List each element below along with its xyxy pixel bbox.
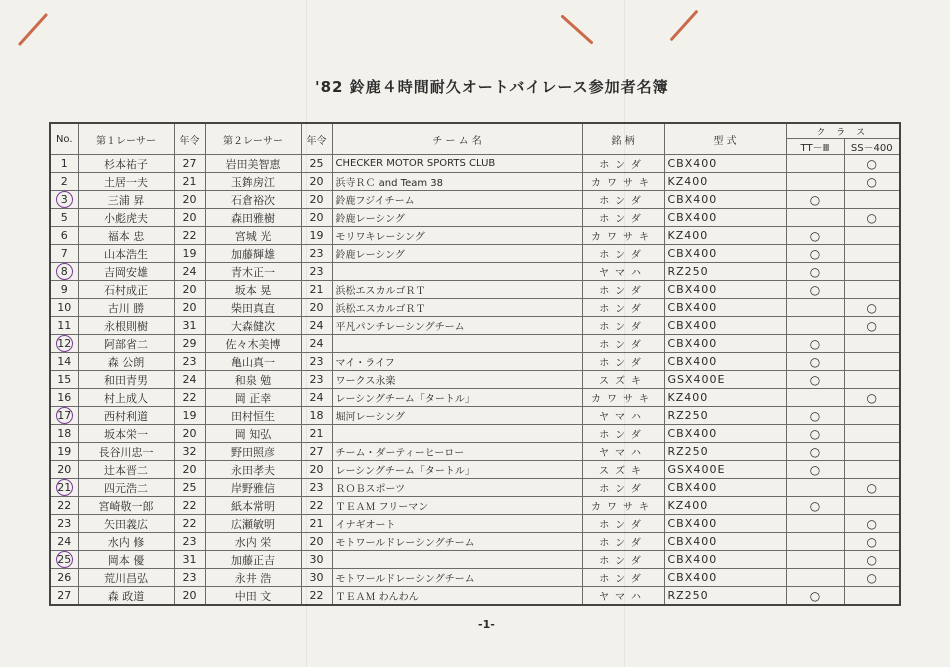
class-ss-mark xyxy=(844,263,900,281)
class-ss-mark xyxy=(844,443,900,461)
class-tt-mark xyxy=(786,173,844,191)
rider1-age: 20 xyxy=(174,191,205,209)
row-number: 15 xyxy=(50,371,78,389)
model-name: CBX400 xyxy=(664,245,786,263)
class-tt-mark: ○ xyxy=(786,425,844,443)
header-team: チ ー ム 名 xyxy=(332,123,582,155)
class-ss-mark xyxy=(844,407,900,425)
rider1-name: 永根則樹 xyxy=(78,317,174,335)
class-ss-mark xyxy=(844,497,900,515)
header-model: 型 式 xyxy=(664,123,786,155)
model-name: CBX400 xyxy=(664,425,786,443)
table-row xyxy=(50,335,900,353)
ink-mark xyxy=(560,14,593,44)
class-tt-mark: ○ xyxy=(786,353,844,371)
rider2-age: 23 xyxy=(301,263,332,281)
rider2-age: 20 xyxy=(301,191,332,209)
rider1-name: 宮崎敬一郎 xyxy=(78,497,174,515)
rider1-name: 村上成人 xyxy=(78,389,174,407)
row-number: 7 xyxy=(50,245,78,263)
rider2-age: 24 xyxy=(301,389,332,407)
rider1-age: 20 xyxy=(174,587,205,606)
class-ss-mark xyxy=(844,227,900,245)
rider2-name: 亀山真一 xyxy=(205,353,301,371)
team-name: レーシングチーム「タートル」 xyxy=(332,389,582,407)
row-number: 25 xyxy=(50,551,78,569)
team-name: 鈴鹿レーシング xyxy=(332,209,582,227)
maker-name: ホンダ xyxy=(582,317,664,335)
rider1-age: 22 xyxy=(174,497,205,515)
class-tt-mark: ○ xyxy=(786,281,844,299)
maker-name: ホンダ xyxy=(582,551,664,569)
class-tt-mark xyxy=(786,209,844,227)
rider2-age: 20 xyxy=(301,461,332,479)
rider2-age: 30 xyxy=(301,569,332,587)
maker-name: ホンダ xyxy=(582,281,664,299)
class-ss-mark: ○ xyxy=(844,155,900,173)
rider2-name: 野田照彦 xyxy=(205,443,301,461)
rider1-age: 20 xyxy=(174,281,205,299)
rider2-age: 23 xyxy=(301,371,332,389)
table-row xyxy=(50,209,900,227)
header-class-tt: TT－Ⅲ xyxy=(786,139,844,155)
class-tt-mark: ○ xyxy=(786,497,844,515)
participant-table xyxy=(49,122,901,606)
maker-name: ホンダ xyxy=(582,515,664,533)
rider1-name: 吉岡安雄 xyxy=(78,263,174,281)
team-name: CHECKER MOTOR SPORTS CLUB xyxy=(332,155,582,173)
class-tt-mark: ○ xyxy=(786,245,844,263)
team-name: 浜松エスカルゴＲＴ xyxy=(332,299,582,317)
class-tt-mark: ○ xyxy=(786,443,844,461)
class-tt-mark xyxy=(786,317,844,335)
rider1-name: 阿部省二 xyxy=(78,335,174,353)
rider2-age: 20 xyxy=(301,209,332,227)
row-number: 17 xyxy=(50,407,78,425)
table-row xyxy=(50,443,900,461)
model-name: CBX400 xyxy=(664,317,786,335)
maker-name: ホンダ xyxy=(582,155,664,173)
rider1-name: 杉本祐子 xyxy=(78,155,174,173)
rider2-age: 24 xyxy=(301,317,332,335)
row-number: 20 xyxy=(50,461,78,479)
table-row xyxy=(50,353,900,371)
team-name: マイ・ライフ xyxy=(332,353,582,371)
table-row xyxy=(50,425,900,443)
rider2-age: 24 xyxy=(301,335,332,353)
model-name: CBX400 xyxy=(664,479,786,497)
maker-name: ホンダ xyxy=(582,533,664,551)
team-name: モリワキレーシング xyxy=(332,227,582,245)
rider1-name: 長谷川忠一 xyxy=(78,443,174,461)
row-number: 10 xyxy=(50,299,78,317)
row-number: 26 xyxy=(50,569,78,587)
rider1-name: 岡本 優 xyxy=(78,551,174,569)
row-number: 6 xyxy=(50,227,78,245)
rider1-name: 古川 勝 xyxy=(78,299,174,317)
table-row xyxy=(50,299,900,317)
class-ss-mark: ○ xyxy=(844,299,900,317)
rider2-name: 佐々木美博 xyxy=(205,335,301,353)
row-number: 27 xyxy=(50,587,78,606)
model-name: GSX400E xyxy=(664,461,786,479)
rider1-age: 32 xyxy=(174,443,205,461)
team-name xyxy=(332,335,582,353)
row-number: 24 xyxy=(50,533,78,551)
class-ss-mark xyxy=(844,281,900,299)
rider2-name: 坂本 晃 xyxy=(205,281,301,299)
table-row xyxy=(50,227,900,245)
rider1-name: 荒川昌弘 xyxy=(78,569,174,587)
rider1-name: 森 政道 xyxy=(78,587,174,606)
rider2-name: 紙本常明 xyxy=(205,497,301,515)
team-name: 鈴鹿レーシング xyxy=(332,245,582,263)
row-number: 9 xyxy=(50,281,78,299)
rider1-age: 22 xyxy=(174,227,205,245)
class-tt-mark: ○ xyxy=(786,407,844,425)
rider1-age: 24 xyxy=(174,263,205,281)
rider2-age: 20 xyxy=(301,299,332,317)
model-name: CBX400 xyxy=(664,515,786,533)
team-name: 浜寺ＲＣ and Team 38 xyxy=(332,173,582,191)
rider2-name: 石倉裕次 xyxy=(205,191,301,209)
class-ss-mark: ○ xyxy=(844,569,900,587)
class-tt-mark xyxy=(786,479,844,497)
row-number: 3 xyxy=(50,191,78,209)
class-ss-mark: ○ xyxy=(844,479,900,497)
rider1-age: 23 xyxy=(174,353,205,371)
rider2-name: 加藤輝雄 xyxy=(205,245,301,263)
rider2-name: 永田孝夫 xyxy=(205,461,301,479)
row-number: 14 xyxy=(50,353,78,371)
rider2-age: 23 xyxy=(301,353,332,371)
maker-name: ヤマハ xyxy=(582,443,664,461)
row-number: 22 xyxy=(50,497,78,515)
class-ss-mark: ○ xyxy=(844,533,900,551)
rider2-name: 岡 知弘 xyxy=(205,425,301,443)
row-number: 23 xyxy=(50,515,78,533)
class-tt-mark xyxy=(786,389,844,407)
rider1-age: 25 xyxy=(174,479,205,497)
row-number: 21 xyxy=(50,479,78,497)
model-name: KZ400 xyxy=(664,173,786,191)
team-name: ワークス永楽 xyxy=(332,371,582,389)
ink-mark xyxy=(18,13,48,46)
table-row xyxy=(50,587,900,606)
rider2-name: 岸野雅信 xyxy=(205,479,301,497)
table-row xyxy=(50,371,900,389)
model-name: CBX400 xyxy=(664,155,786,173)
page-number: -1- xyxy=(478,618,495,631)
rider1-name: 辻本晋二 xyxy=(78,461,174,479)
rider1-age: 20 xyxy=(174,461,205,479)
rider1-age: 29 xyxy=(174,335,205,353)
rider1-name: 水内 修 xyxy=(78,533,174,551)
table-row xyxy=(50,569,900,587)
maker-name: ヤマハ xyxy=(582,587,664,606)
header-rider2: 第２レーサー xyxy=(205,123,301,155)
rider2-name: 玉鉾房江 xyxy=(205,173,301,191)
maker-name: ホンダ xyxy=(582,191,664,209)
ink-mark xyxy=(670,10,699,42)
model-name: KZ400 xyxy=(664,497,786,515)
rider2-name: 田村恒生 xyxy=(205,407,301,425)
team-name xyxy=(332,551,582,569)
class-tt-mark xyxy=(786,155,844,173)
model-name: CBX400 xyxy=(664,281,786,299)
maker-name: ホンダ xyxy=(582,299,664,317)
table-row xyxy=(50,407,900,425)
header-class: ク ラ ス xyxy=(786,123,900,139)
class-tt-mark xyxy=(786,299,844,317)
class-ss-mark xyxy=(844,587,900,606)
table-row xyxy=(50,263,900,281)
row-number: 16 xyxy=(50,389,78,407)
model-name: GSX400E xyxy=(664,371,786,389)
class-ss-mark: ○ xyxy=(844,515,900,533)
class-tt-mark: ○ xyxy=(786,461,844,479)
rider1-name: 坂本栄一 xyxy=(78,425,174,443)
model-name: RZ250 xyxy=(664,407,786,425)
team-name xyxy=(332,425,582,443)
model-name: CBX400 xyxy=(664,551,786,569)
maker-name: カワサキ xyxy=(582,497,664,515)
model-name: CBX400 xyxy=(664,191,786,209)
model-name: CBX400 xyxy=(664,533,786,551)
maker-name: ホンダ xyxy=(582,335,664,353)
rider1-name: 四元浩二 xyxy=(78,479,174,497)
model-name: CBX400 xyxy=(664,335,786,353)
rider1-name: 小彪虎夫 xyxy=(78,209,174,227)
rider1-name: 石村成正 xyxy=(78,281,174,299)
team-name: 浜松エスカルゴＲＴ xyxy=(332,281,582,299)
maker-name: スズキ xyxy=(582,371,664,389)
rider2-age: 18 xyxy=(301,407,332,425)
team-name: 堀河レーシング xyxy=(332,407,582,425)
rider1-age: 27 xyxy=(174,155,205,173)
rider1-age: 20 xyxy=(174,209,205,227)
table-header xyxy=(50,123,900,155)
maker-name: ホンダ xyxy=(582,569,664,587)
rider2-name: 岡 正幸 xyxy=(205,389,301,407)
rider2-age: 20 xyxy=(301,533,332,551)
team-name: 平凡パンチレーシングチーム xyxy=(332,317,582,335)
model-name: RZ250 xyxy=(664,587,786,606)
rider2-age: 21 xyxy=(301,281,332,299)
maker-name: ホンダ xyxy=(582,245,664,263)
table-row xyxy=(50,245,900,263)
team-name xyxy=(332,263,582,281)
rider1-age: 20 xyxy=(174,299,205,317)
maker-name: ヤマハ xyxy=(582,263,664,281)
maker-name: ホンダ xyxy=(582,425,664,443)
rider1-name: 西村利道 xyxy=(78,407,174,425)
rider1-name: 土居一夫 xyxy=(78,173,174,191)
rider1-name: 山本浩生 xyxy=(78,245,174,263)
class-tt-mark: ○ xyxy=(786,587,844,606)
class-ss-mark: ○ xyxy=(844,551,900,569)
class-ss-mark xyxy=(844,425,900,443)
rider1-name: 森 公朗 xyxy=(78,353,174,371)
model-name: CBX400 xyxy=(664,209,786,227)
rider1-age: 20 xyxy=(174,425,205,443)
class-ss-mark: ○ xyxy=(844,389,900,407)
team-name: イナギオート xyxy=(332,515,582,533)
table-row xyxy=(50,533,900,551)
team-name: チーム・ダーティーヒーロー xyxy=(332,443,582,461)
class-tt-mark: ○ xyxy=(786,371,844,389)
rider1-age: 19 xyxy=(174,245,205,263)
class-tt-mark xyxy=(786,515,844,533)
rider2-name: 大森健次 xyxy=(205,317,301,335)
maker-name: カワサキ xyxy=(582,227,664,245)
rider2-name: 和泉 勉 xyxy=(205,371,301,389)
rider1-name: 和田青男 xyxy=(78,371,174,389)
rider2-name: 中田 文 xyxy=(205,587,301,606)
model-name: CBX400 xyxy=(664,569,786,587)
class-ss-mark xyxy=(844,461,900,479)
class-ss-mark: ○ xyxy=(844,317,900,335)
table-row xyxy=(50,497,900,515)
rider2-name: 水内 栄 xyxy=(205,533,301,551)
maker-name: スズキ xyxy=(582,461,664,479)
class-tt-mark xyxy=(786,533,844,551)
rider2-age: 30 xyxy=(301,551,332,569)
class-ss-mark xyxy=(844,353,900,371)
rider2-name: 岩田美智恵 xyxy=(205,155,301,173)
team-name: ＲＯＢスポーツ xyxy=(332,479,582,497)
rider2-age: 20 xyxy=(301,173,332,191)
class-tt-mark: ○ xyxy=(786,227,844,245)
rider1-name: 福本 忠 xyxy=(78,227,174,245)
row-number: 2 xyxy=(50,173,78,191)
team-name: レーシングチーム「タートル」 xyxy=(332,461,582,479)
rider2-age: 23 xyxy=(301,245,332,263)
model-name: CBX400 xyxy=(664,353,786,371)
row-number: 19 xyxy=(50,443,78,461)
table-row xyxy=(50,155,900,173)
rider2-age: 25 xyxy=(301,155,332,173)
header-age2: 年令 xyxy=(301,123,332,155)
rider1-age: 31 xyxy=(174,317,205,335)
table-row xyxy=(50,317,900,335)
maker-name: ホンダ xyxy=(582,479,664,497)
rider1-name: 矢田義広 xyxy=(78,515,174,533)
rider1-age: 23 xyxy=(174,533,205,551)
rider2-name: 永井 浩 xyxy=(205,569,301,587)
rider2-age: 23 xyxy=(301,479,332,497)
rider2-age: 21 xyxy=(301,425,332,443)
table-row xyxy=(50,173,900,191)
rider2-name: 青木正一 xyxy=(205,263,301,281)
maker-name: カワサキ xyxy=(582,389,664,407)
table-row xyxy=(50,479,900,497)
table-row xyxy=(50,551,900,569)
model-name: RZ250 xyxy=(664,443,786,461)
team-name: ＴＥＡＭ わんわん xyxy=(332,587,582,606)
rider2-age: 27 xyxy=(301,443,332,461)
team-name: モトワールドレーシングチーム xyxy=(332,533,582,551)
class-tt-mark: ○ xyxy=(786,191,844,209)
rider2-age: 21 xyxy=(301,515,332,533)
rider2-age: 22 xyxy=(301,587,332,606)
header-no: No. xyxy=(50,123,78,155)
rider1-name: 三浦 昇 xyxy=(78,191,174,209)
rider2-age: 19 xyxy=(301,227,332,245)
rider1-age: 21 xyxy=(174,173,205,191)
model-name: CBX400 xyxy=(664,299,786,317)
team-name: ＴＥＡＭ フリーマン xyxy=(332,497,582,515)
row-number: 5 xyxy=(50,209,78,227)
maker-name: ホンダ xyxy=(582,209,664,227)
header-rider1: 第１レーサー xyxy=(78,123,174,155)
header-class-ss: SS－400 xyxy=(844,139,900,155)
row-number: 1 xyxy=(50,155,78,173)
rider1-age: 24 xyxy=(174,371,205,389)
row-number: 18 xyxy=(50,425,78,443)
class-ss-mark xyxy=(844,191,900,209)
rider1-age: 31 xyxy=(174,551,205,569)
row-number: 11 xyxy=(50,317,78,335)
class-ss-mark: ○ xyxy=(844,209,900,227)
class-tt-mark: ○ xyxy=(786,335,844,353)
page-title: '82 鈴鹿４時間耐久オートバイレース参加者名簿 xyxy=(315,78,669,96)
class-ss-mark xyxy=(844,371,900,389)
table-row xyxy=(50,389,900,407)
class-ss-mark xyxy=(844,245,900,263)
team-name: 鈴鹿フジイチーム xyxy=(332,191,582,209)
rider1-age: 22 xyxy=(174,389,205,407)
rider2-name: 広瀬敏明 xyxy=(205,515,301,533)
class-ss-mark xyxy=(844,335,900,353)
class-tt-mark xyxy=(786,551,844,569)
table-row xyxy=(50,281,900,299)
rider2-name: 加藤正吉 xyxy=(205,551,301,569)
row-number: 12 xyxy=(50,335,78,353)
row-number: 8 xyxy=(50,263,78,281)
rider1-age: 19 xyxy=(174,407,205,425)
table-row xyxy=(50,461,900,479)
model-name: KZ400 xyxy=(664,227,786,245)
header-age1: 年令 xyxy=(174,123,205,155)
rider2-name: 宮城 光 xyxy=(205,227,301,245)
class-tt-mark: ○ xyxy=(786,263,844,281)
rider1-age: 22 xyxy=(174,515,205,533)
team-name: モトワールドレーシングチーム xyxy=(332,569,582,587)
table-row xyxy=(50,191,900,209)
model-name: RZ250 xyxy=(664,263,786,281)
table-body xyxy=(50,155,900,606)
class-tt-mark xyxy=(786,569,844,587)
model-name: KZ400 xyxy=(664,389,786,407)
rider2-name: 柴田真直 xyxy=(205,299,301,317)
header-maker: 銘 柄 xyxy=(582,123,664,155)
maker-name: カワサキ xyxy=(582,173,664,191)
rider1-age: 23 xyxy=(174,569,205,587)
rider2-age: 22 xyxy=(301,497,332,515)
maker-name: ヤマハ xyxy=(582,407,664,425)
maker-name: ホンダ xyxy=(582,353,664,371)
rider2-name: 森田雅樹 xyxy=(205,209,301,227)
class-ss-mark: ○ xyxy=(844,173,900,191)
table-row xyxy=(50,515,900,533)
